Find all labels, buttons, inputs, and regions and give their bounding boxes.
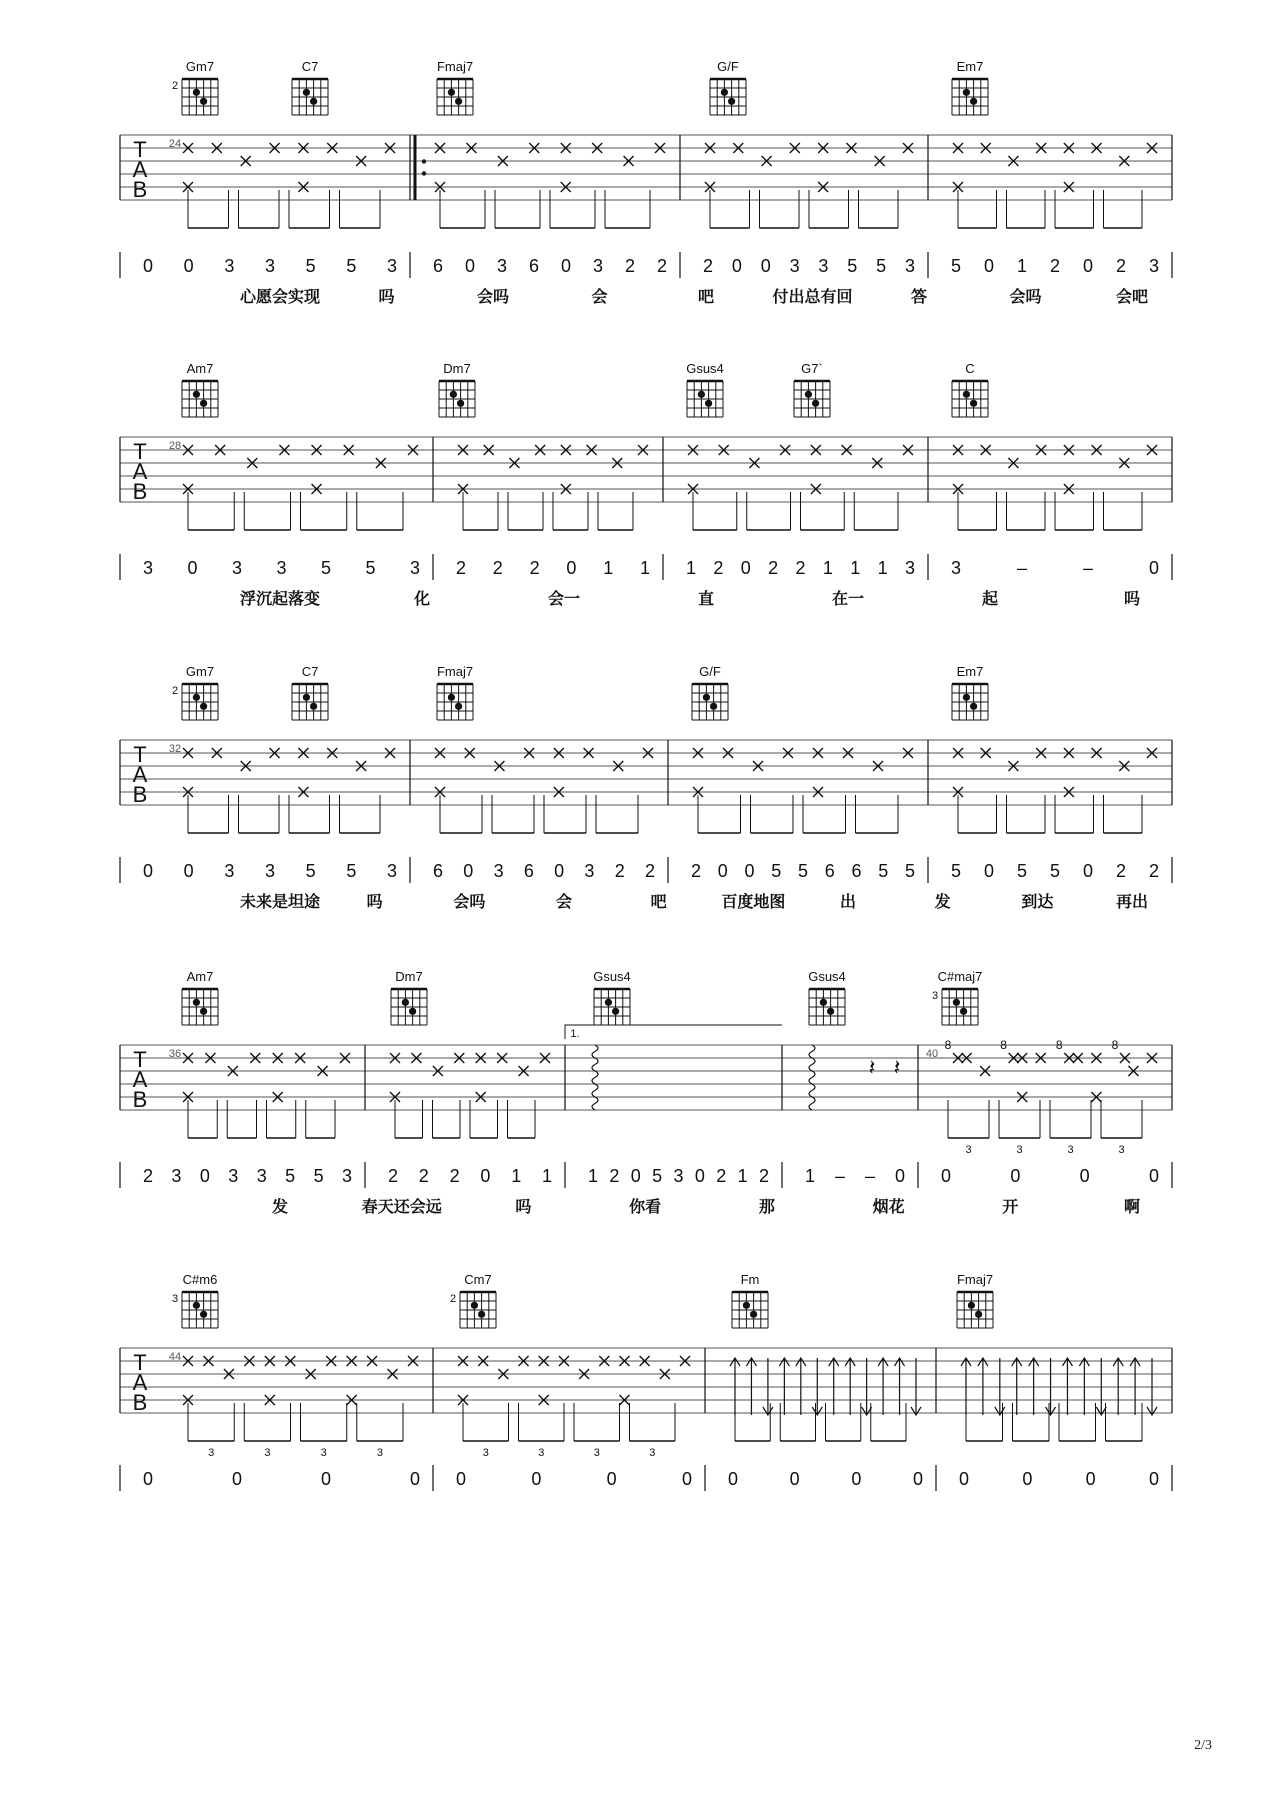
tab-clef-t: T — [133, 439, 147, 464]
tuplet-number: 3 — [376, 1447, 383, 1459]
melody-digit: 0 — [531, 1469, 542, 1489]
chord-finger-dot — [455, 703, 462, 710]
lyric-word: 会吗 — [453, 894, 486, 911]
lyric-word: 到达 — [1021, 894, 1054, 911]
lyric-word: 会吧 — [1115, 289, 1149, 306]
lyric-word: 百度地图 — [721, 894, 786, 911]
chord-finger-dot — [728, 98, 735, 105]
melody-digit: 5 — [346, 861, 357, 881]
melody-digit: 3 — [493, 861, 504, 881]
melody-digit: 2 — [1115, 256, 1127, 276]
melody-digit: 1 — [639, 558, 651, 578]
melody-digit: 2 — [644, 861, 656, 881]
chord-name: Fmaj7 — [436, 59, 474, 74]
chord-finger-dot — [200, 400, 207, 407]
melody-digit: 3 — [224, 861, 235, 881]
chord-name: Am7 — [186, 361, 214, 376]
melody-digit: 0 — [630, 1166, 641, 1186]
chord-finger-dot — [303, 694, 310, 701]
tab-clef-t: T — [133, 1047, 147, 1072]
melody-digit: 3 — [1148, 256, 1160, 276]
chord-finger-dot — [703, 694, 710, 701]
melody-digit: 5 — [878, 861, 889, 881]
melody-digit: 3 — [592, 256, 604, 276]
chord-name: Gm7 — [185, 664, 215, 679]
tuplet-number: 3 — [538, 1447, 545, 1459]
melody-digit: 0 — [320, 1469, 332, 1489]
melody-digit: 0 — [554, 861, 565, 881]
melody-digit: 3 — [228, 1166, 239, 1186]
melody-digit: 2 — [716, 1166, 727, 1186]
bar-number: 36 — [168, 1048, 182, 1060]
melody-digit: 3 — [231, 558, 243, 578]
melody-digit: 0 — [958, 1469, 970, 1489]
lyric-word: 再出 — [1115, 894, 1149, 911]
melody-digit: 2 — [449, 1166, 460, 1186]
chord-finger-dot — [200, 1311, 207, 1318]
lyric-word: 会吗 — [1009, 289, 1042, 306]
chord-finger-dot — [448, 694, 455, 701]
melody-digit: 0 — [464, 256, 476, 276]
tab-clef-t: T — [133, 137, 147, 162]
melody-digit: 5 — [313, 1166, 324, 1186]
chord-finger-dot — [200, 1008, 207, 1015]
melody-digit: 5 — [1049, 861, 1061, 881]
melody-digit: 2 — [702, 256, 714, 276]
chord-name: C#m6 — [182, 1272, 218, 1287]
melody-digit: 3 — [264, 256, 276, 276]
melody-digit: 0 — [1010, 1166, 1021, 1186]
chord-name: G/F — [699, 664, 721, 679]
lyric-word: 答 — [910, 289, 928, 306]
melody-digit: 2 — [795, 558, 806, 578]
melody-digit: 3 — [789, 256, 800, 276]
chord-finger-dot — [963, 89, 970, 96]
chord-fret-number: 2 — [449, 1293, 457, 1305]
melody-digit: 0 — [480, 1166, 491, 1186]
chord-name: Gsus4 — [808, 969, 846, 984]
melody-digit: 6 — [851, 861, 862, 881]
melody-digit: 1 — [685, 558, 697, 578]
melody-digit: 5 — [365, 558, 376, 578]
melody-digit: 0 — [560, 256, 572, 276]
system-1 — [120, 59, 1172, 306]
melody-digit: 5 — [904, 861, 916, 881]
melody-digit: 3 — [276, 558, 287, 578]
chord-finger-dot — [605, 999, 612, 1006]
chord-finger-dot — [409, 1008, 416, 1015]
tab-clef-t: T — [133, 742, 147, 767]
chord-name: C7 — [301, 664, 319, 679]
system-3 — [120, 664, 1172, 911]
tuplet-number: 3 — [482, 1447, 489, 1459]
melody-digit: 5 — [1016, 861, 1028, 881]
lyric-word: 心愿会实现 — [239, 289, 321, 306]
melody-digit: 3 — [142, 558, 154, 578]
melody-digit: 0 — [1082, 256, 1094, 276]
tuplet-number: 3 — [1067, 1144, 1074, 1156]
melody-digit: 2 — [142, 1166, 154, 1186]
lyric-word: 直 — [697, 591, 715, 608]
melody-digit: 0 — [740, 558, 751, 578]
melody-digit: 6 — [432, 256, 444, 276]
melody-digit: 0 — [142, 1469, 154, 1489]
lyric-word: 开 — [1002, 1199, 1019, 1216]
melody-digit: 1 — [1016, 256, 1028, 276]
chord-finger-dot — [963, 391, 970, 398]
melody-digit: 0 — [940, 1166, 952, 1186]
melody-digit: 3 — [904, 256, 916, 276]
melody-digit: 0 — [851, 1469, 862, 1489]
melody-digit: 3 — [256, 1166, 267, 1186]
melody-digit: 1 — [587, 1166, 599, 1186]
melody-digit: 2 — [418, 1166, 429, 1186]
melody-digit: 2 — [455, 558, 467, 578]
chord-fret-number: 2 — [171, 685, 179, 697]
tab-clef-a: A — [132, 459, 148, 484]
chord-fret-number: 3 — [931, 990, 939, 1002]
lyric-word: 会 — [555, 894, 573, 911]
chord-finger-dot — [450, 391, 457, 398]
melody-digit: 2 — [758, 1166, 770, 1186]
chord-name: Cm7 — [464, 1272, 492, 1287]
chord-finger-dot — [457, 400, 464, 407]
melody-digit: 1 — [603, 558, 614, 578]
melody-digit: 0 — [1148, 1166, 1160, 1186]
chord-finger-dot — [805, 391, 812, 398]
chord-finger-dot — [698, 391, 705, 398]
tab-clef-a: A — [132, 1370, 148, 1395]
melody-digit: 3 — [386, 861, 398, 881]
chord-fret-number: 3 — [171, 1293, 179, 1305]
chord-finger-dot — [478, 1311, 485, 1318]
chord-finger-dot — [705, 400, 712, 407]
melody-digit: 5 — [320, 558, 332, 578]
lyric-word: 出 — [839, 894, 857, 911]
tab-clef-b: B — [132, 479, 148, 504]
chord-finger-dot — [193, 89, 200, 96]
melody-digit: 3 — [341, 1166, 353, 1186]
melody-digit: 1 — [850, 558, 861, 578]
melody-digit: 0 — [231, 1469, 243, 1489]
melody-digit: 3 — [409, 558, 421, 578]
melody-digit: 6 — [432, 861, 444, 881]
melody-digit: – — [834, 1166, 846, 1186]
melody-digit: 5 — [847, 256, 858, 276]
melody-digit: 0 — [199, 1166, 210, 1186]
chord-name: Gm7 — [185, 59, 215, 74]
chord-finger-dot — [953, 999, 960, 1006]
tuplet-number: 3 — [1118, 1144, 1125, 1156]
melody-digit: 2 — [614, 861, 625, 881]
melody-digit: 3 — [673, 1166, 684, 1186]
volta-number: 1. — [570, 1028, 580, 1040]
melody-digit: 5 — [652, 1166, 663, 1186]
chord-name: Fmaj7 — [436, 664, 474, 679]
melody-digit: – — [864, 1166, 876, 1186]
chord-finger-dot — [193, 391, 200, 398]
lyric-word: 会 — [591, 289, 608, 306]
chord-name: Dm7 — [395, 969, 423, 984]
chord-finger-dot — [970, 400, 977, 407]
chord-name: Em7 — [956, 59, 984, 74]
melody-digit: 5 — [950, 861, 962, 881]
melody-digit: 6 — [528, 256, 540, 276]
melody-digit: 3 — [386, 256, 398, 276]
melody-digit: 3 — [264, 861, 276, 881]
melody-digit: 0 — [1085, 1469, 1096, 1489]
chord-finger-dot — [963, 694, 970, 701]
tab-clef-b: B — [132, 782, 148, 807]
chord-finger-dot — [455, 98, 462, 105]
lyric-word: 吗 — [366, 894, 383, 911]
chord-finger-dot — [402, 999, 409, 1006]
melody-digit: 2 — [624, 256, 636, 276]
melody-digit: 2 — [529, 558, 540, 578]
melody-digit: 0 — [566, 558, 577, 578]
melody-digit: 5 — [771, 861, 782, 881]
melody-digit: 3 — [904, 558, 916, 578]
chord-finger-dot — [710, 703, 717, 710]
tab-fret-number: 8 — [1055, 1038, 1063, 1052]
lyric-word: 吧 — [697, 289, 715, 306]
chord-fret-number: 2 — [171, 80, 179, 92]
chord-finger-dot — [310, 703, 317, 710]
melody-digit: 3 — [224, 256, 235, 276]
chord-name: Dm7 — [443, 361, 471, 376]
melody-digit: 0 — [681, 1469, 693, 1489]
chord-name: C — [965, 361, 975, 376]
melody-digit: 1 — [541, 1166, 553, 1186]
chord-finger-dot — [448, 89, 455, 96]
melody-digit: 0 — [983, 861, 995, 881]
bar-number: 24 — [168, 138, 182, 150]
chord-finger-dot — [310, 98, 317, 105]
melody-digit: 5 — [305, 861, 316, 881]
lyric-word: 吗 — [1123, 591, 1141, 608]
lyric-word: 那 — [758, 1199, 775, 1216]
melody-digit: 5 — [346, 256, 357, 276]
melody-digit: 2 — [609, 1166, 620, 1186]
lyric-word: 烟花 — [872, 1199, 905, 1216]
tuplet-number: 3 — [593, 1447, 600, 1459]
lyric-word: 会吗 — [476, 289, 510, 306]
melody-digit: 6 — [824, 861, 835, 881]
melody-digit: 2 — [387, 1166, 399, 1186]
melody-digit: 2 — [768, 558, 779, 578]
melody-digit: 1 — [737, 1166, 748, 1186]
lyric-word: 发 — [271, 1199, 289, 1216]
melody-digit: 3 — [818, 256, 829, 276]
melody-digit: 0 — [894, 1166, 906, 1186]
melody-digit: 0 — [1079, 1166, 1090, 1186]
chord-finger-dot — [827, 1008, 834, 1015]
melody-digit: 0 — [1082, 861, 1094, 881]
system-5 — [120, 1272, 1172, 1491]
melody-digit: 1 — [822, 558, 833, 578]
bar-number: 44 — [168, 1351, 182, 1363]
chord-name: Fmaj7 — [956, 1272, 994, 1287]
chord-finger-dot — [471, 1302, 478, 1309]
arpeggio-wave — [809, 1045, 815, 1110]
tab-fret-number: 8 — [944, 1038, 952, 1052]
melody-digit: 0 — [694, 1166, 705, 1186]
chord-finger-dot — [193, 999, 200, 1006]
melody-digit: 2 — [656, 256, 668, 276]
melody-digit: 3 — [584, 861, 595, 881]
melody-digit: 2 — [690, 861, 702, 881]
chord-name: Am7 — [186, 969, 214, 984]
chord-name: G7` — [801, 361, 823, 376]
lyric-word: 发 — [934, 894, 951, 911]
chord-name: Gsus4 — [686, 361, 724, 376]
melody-digit: 0 — [409, 1469, 421, 1489]
chord-name: Gsus4 — [593, 969, 631, 984]
melody-digit: 2 — [492, 558, 503, 578]
tuplet-number: 3 — [320, 1447, 327, 1459]
chord-finger-dot — [750, 1311, 757, 1318]
chord-finger-dot — [200, 98, 207, 105]
chord-finger-dot — [975, 1311, 982, 1318]
lyric-word: 起 — [981, 591, 999, 608]
system-2 — [120, 361, 1172, 608]
melody-digit: 0 — [455, 1469, 467, 1489]
chord-name: C#maj7 — [937, 969, 983, 984]
melody-digit: 1 — [804, 1166, 816, 1186]
tab-clef-b: B — [132, 177, 148, 202]
melody-digit: 0 — [187, 558, 198, 578]
melody-digit: 0 — [983, 256, 995, 276]
system-4 — [120, 969, 1172, 1216]
volta-bracket — [565, 1025, 782, 1039]
tuplet-number: 3 — [208, 1447, 215, 1459]
chord-finger-dot — [960, 1008, 967, 1015]
bar-number: 40 — [925, 1048, 939, 1060]
tuplet-number: 3 — [1016, 1144, 1023, 1156]
chord-finger-dot — [612, 1008, 619, 1015]
melody-digit: 0 — [744, 861, 755, 881]
lyric-word: 会一 — [547, 591, 581, 608]
melody-digit: 0 — [727, 1469, 739, 1489]
lyric-word: 吗 — [515, 1199, 532, 1216]
melody-digit: 5 — [797, 861, 809, 881]
melody-digit: 2 — [713, 558, 724, 578]
lyric-word: 化 — [413, 591, 431, 608]
tab-clef-a: A — [132, 1067, 148, 1092]
melody-digit: 0 — [142, 256, 154, 276]
lyric-word: 你看 — [629, 1199, 662, 1216]
lyric-word: 未来是坦途 — [239, 894, 321, 911]
repeat-dot — [422, 171, 426, 175]
melody-digit: 0 — [789, 1469, 800, 1489]
chord-finger-dot — [820, 999, 827, 1006]
melody-digit: 2 — [1115, 861, 1127, 881]
lyric-word: 吧 — [650, 894, 667, 911]
tab-fret-number: 8 — [1000, 1038, 1007, 1052]
melody-digit: 0 — [1148, 1469, 1160, 1489]
chord-finger-dot — [970, 98, 977, 105]
tab-clef-b: B — [132, 1087, 148, 1112]
chord-finger-dot — [193, 1302, 200, 1309]
chord-name: Fm — [740, 1272, 760, 1287]
melody-digit: 0 — [142, 861, 154, 881]
tab-clef-t: T — [133, 1350, 147, 1375]
melody-digit: 2 — [1148, 861, 1160, 881]
tuplet-number: 3 — [965, 1144, 972, 1156]
melody-digit: 3 — [171, 1166, 182, 1186]
melody-digit: 5 — [950, 256, 962, 276]
melody-digit: 0 — [717, 861, 728, 881]
melody-digit: 2 — [1049, 256, 1061, 276]
melody-digit: 5 — [876, 256, 887, 276]
melody-digit: 6 — [523, 861, 534, 881]
chord-finger-dot — [968, 1302, 975, 1309]
rest-symbol: 𝄽 — [893, 1055, 901, 1080]
tab-clef-a: A — [132, 157, 148, 182]
chord-name: G/F — [717, 59, 739, 74]
melody-digit: 1 — [511, 1166, 522, 1186]
page-number: 2/3 — [1194, 1738, 1212, 1753]
tab-clef-a: A — [132, 762, 148, 787]
chord-finger-dot — [721, 89, 728, 96]
lyric-word: 浮沉起落变 — [239, 591, 321, 608]
arpeggio-wave — [592, 1045, 598, 1110]
melody-digit: 0 — [1022, 1469, 1033, 1489]
melody-digit: 0 — [912, 1469, 924, 1489]
chord-name: Em7 — [956, 664, 984, 679]
chord-finger-dot — [970, 703, 977, 710]
melody-digit: 0 — [731, 256, 742, 276]
melody-digit: 3 — [496, 256, 508, 276]
melody-digit: 0 — [183, 861, 194, 881]
melody-digit: 0 — [760, 256, 771, 276]
melody-digit: 3 — [950, 558, 962, 578]
bar-number: 28 — [168, 440, 182, 452]
melody-digit: 0 — [183, 256, 194, 276]
tab-clef-b: B — [132, 1390, 148, 1415]
melody-digit: 0 — [1148, 558, 1160, 578]
chord-finger-dot — [200, 703, 207, 710]
chord-finger-dot — [193, 694, 200, 701]
bar-number: 32 — [168, 743, 182, 755]
lyric-word: 付出总有回 — [772, 289, 853, 306]
melody-digit: – — [1082, 558, 1094, 578]
tuplet-number: 3 — [649, 1447, 656, 1459]
lyric-word: 春天还会远 — [361, 1199, 442, 1216]
melody-digit: 5 — [305, 256, 316, 276]
melody-digit: 5 — [285, 1166, 296, 1186]
lyric-word: 吗 — [378, 289, 395, 306]
lyric-word: 在一 — [831, 591, 865, 608]
chord-finger-dot — [743, 1302, 750, 1309]
chord-finger-dot — [303, 89, 310, 96]
melody-digit: 0 — [463, 861, 474, 881]
melody-digit: 0 — [606, 1469, 617, 1489]
melody-digit: – — [1016, 558, 1028, 578]
lyric-word: 啊 — [1123, 1199, 1141, 1216]
tab-fret-number: 8 — [1111, 1038, 1119, 1052]
chord-name: C7 — [301, 59, 319, 74]
melody-digit: 1 — [877, 558, 888, 578]
rest-symbol: 𝄽 — [868, 1055, 876, 1080]
chord-finger-dot — [812, 400, 819, 407]
tuplet-number: 3 — [264, 1447, 271, 1459]
repeat-dot — [422, 159, 426, 163]
